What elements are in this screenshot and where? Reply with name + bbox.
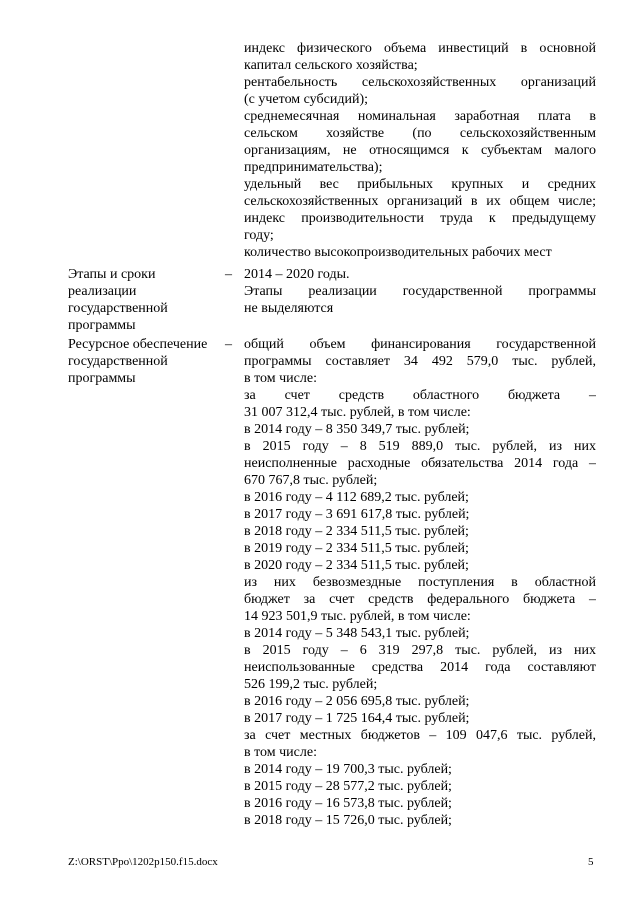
text-line: в 2014 году – 8 350 349,7 тыс. рублей; [244,422,470,437]
text-line: из них безвозмездные поступления в областной [244,575,596,590]
text-line: в 2015 году – 28 577,2 тыс. рублей; [244,779,452,794]
label-line [68,266,232,283]
text-line: в 2019 году – 2 334 511,5 тыс. рублей; [244,541,469,556]
text-line: неисполненные расходные обязательства 2014 года – [244,456,596,471]
text-line: в 2015 году – 8 519 889,0 тыс. рублей, из них [244,439,596,454]
text-line: в том числе: [244,371,317,386]
text-line: 31 007 312,4 тыс. рублей, в том числе: [244,405,471,420]
label-text: Этапы и сроки [68,267,156,282]
text-line: за счет местных бюджетов – 109 047,6 тыс. рублей, [244,728,596,743]
text-line: (с учетом субсидий); [244,92,368,107]
text-line: сельскохозяйственных организаций в их общем числе; [244,194,596,209]
text-line: в 2017 году – 3 691 617,8 тыс. рублей; [244,507,470,522]
label-line [68,317,232,334]
stages-label [68,266,232,334]
text-line: индекс физического объема инвестиций в основной [244,41,596,56]
label-line [68,283,232,300]
text-line: в 2014 году – 5 348 543,1 тыс. рублей; [244,626,470,641]
text-line: среднемесячная номинальная заработная плата в [244,109,596,124]
text-line: сельском хозяйстве (по сельскохозяйственным [244,126,596,141]
text-line: общий объем финансирования государственной [244,337,596,352]
label-text: государственной [68,354,168,369]
text-line: количество высокопроизводительных рабочих мест [244,245,552,260]
text-line: капитал сельского хозяйства; [244,58,418,73]
label-dash: – [225,267,232,282]
text-line: Этапы реализации государственной программы [244,284,596,299]
text-line: в 2016 году – 16 573,8 тыс. рублей; [244,796,452,811]
text-line: рентабельность сельскохозяйственных организаций [244,75,596,90]
text-line: в 2018 году – 15 726,0 тыс. рублей; [244,813,452,828]
text-line: в 2014 году – 19 700,3 тыс. рублей; [244,762,452,777]
label-text: реализации [68,284,137,299]
indicators-text-block [244,40,596,261]
label-text: программы [68,371,136,386]
text-line: в 2020 году – 2 334 511,5 тыс. рублей; [244,558,469,573]
footer-file-path: Z:\ORST\Ppo\1202p150.f15.docx [68,856,218,868]
text-line: в 2018 году – 2 334 511,5 тыс. рублей; [244,524,469,539]
resources-label [68,336,232,387]
text-line: удельный вес прибыльных крупных и средних [244,177,596,192]
label-line [68,353,232,370]
text-line: 526 199,2 тыс. рублей; [244,677,378,692]
text-line: году; [244,228,274,243]
text-line: неиспользованные средства 2014 года составляют [244,660,596,675]
text-line: 14 923 501,9 тыс. рублей, в том числе: [244,609,471,624]
label-text: государственной [68,301,168,316]
label-line [68,300,232,317]
resources-text-block [244,336,596,829]
stages-text-block [244,266,596,317]
text-line: в 2016 году – 4 112 689,2 тыс. рублей; [244,490,469,505]
text-line: предпринимательства); [244,160,383,175]
text-line: 670 767,8 тыс. рублей; [244,473,378,488]
label-line [68,370,232,387]
text-line: индекс производительности труда к предыдущему [244,211,596,226]
text-line: не выделяются [244,301,334,316]
text-line: в том числе: [244,745,317,760]
text-line: программы составляет 34 492 579,0 тыс. рублей, [244,354,596,369]
label-line [68,336,232,353]
label-text: программы [68,318,136,333]
page-number: 5 [588,856,594,868]
text-line: бюджет за счет средств федерального бюджета – [244,592,596,607]
text-line: в 2015 году – 6 319 297,8 тыс. рублей, из них [244,643,596,658]
text-line: в 2016 году – 2 056 695,8 тыс. рублей; [244,694,470,709]
text-line: 2014 – 2020 годы. [244,267,350,282]
text-line: за счет средств областного бюджета – [244,388,596,403]
label-dash: – [225,337,232,352]
label-text: Ресурсное обеспечение [68,337,208,352]
text-line: организациям, не относящимся к субъектам малого [244,143,596,158]
text-line: в 2017 году – 1 725 164,4 тыс. рублей; [244,711,470,726]
